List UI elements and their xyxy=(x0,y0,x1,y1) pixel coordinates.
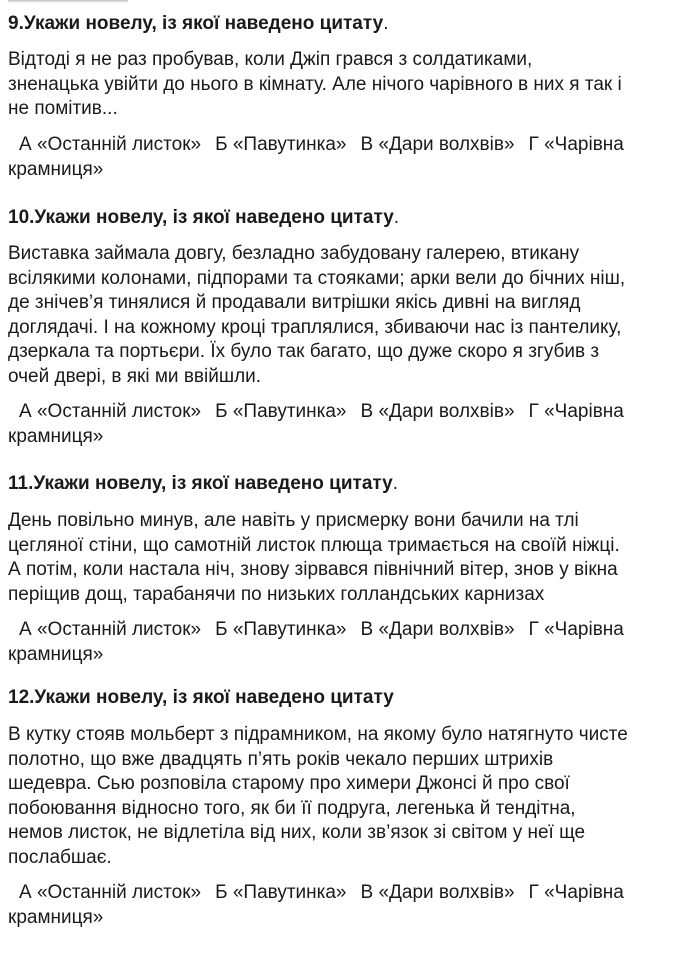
answer-options-row xyxy=(8,880,624,905)
question-block xyxy=(8,12,624,180)
answer-option-letter: А xyxy=(19,133,32,155)
answer-options xyxy=(8,399,624,449)
quote-line: очей двері, в які ми ввійшли. xyxy=(8,365,262,387)
quote-line: шедевра. Сью розповіла старому про химери Джонсі й про свої xyxy=(8,773,570,794)
answer-option-label: «Чарівна xyxy=(544,619,624,640)
answer-options-row xyxy=(8,617,624,642)
quote-line: послабшає. xyxy=(8,846,112,868)
answer-option-label: «Павутинка» xyxy=(232,401,347,422)
answer-option-letter: Б xyxy=(215,619,228,640)
answer-option[interactable] xyxy=(19,401,201,422)
answer-option-label: «Останній листок» xyxy=(36,619,202,640)
answer-option-label: «Дари волхвів» xyxy=(378,133,515,155)
quote-text xyxy=(8,509,620,607)
answer-option[interactable] xyxy=(215,401,346,422)
answer-option[interactable] xyxy=(215,619,346,640)
answer-option[interactable] xyxy=(529,401,624,422)
quote-line: Відтоді я не раз пробував, коли Джіп грався з солдатиками, xyxy=(8,49,533,70)
quote-line: Виставка займала довгу, безладно забудовану галерею, втикану xyxy=(8,243,580,264)
question-title-end: . xyxy=(383,13,389,34)
quote-line: День повільно минув, але навіть у присмерку вони бачили на тлі xyxy=(8,510,579,531)
answer-option-letter: А xyxy=(19,619,32,640)
answer-option-wrap: крамниця» xyxy=(8,158,104,180)
question-title-end: . xyxy=(392,473,399,494)
answer-option-letter: В xyxy=(360,882,374,903)
answer-option-letter: Г xyxy=(528,882,539,903)
question-title xyxy=(8,12,389,36)
question-title-text: 11.Укажи новелу, із якої наведено цитату xyxy=(8,473,393,494)
answer-option[interactable] xyxy=(19,134,201,155)
quote-text xyxy=(8,48,622,122)
answer-option-label: «Останній листок» xyxy=(36,882,202,903)
answer-option-label: «Павутинка» xyxy=(232,133,347,155)
answer-option-label: «Павутинка» xyxy=(232,619,347,640)
answer-option-label: «Дари волхвів» xyxy=(378,619,515,640)
answer-option-wrap: крамниця» xyxy=(8,644,104,665)
answer-option[interactable] xyxy=(215,882,346,903)
answer-option[interactable] xyxy=(361,882,515,903)
question-title xyxy=(8,472,398,496)
question-title-end: . xyxy=(393,207,400,228)
quote-line: не помітив... xyxy=(8,98,118,119)
top-edge-fragment xyxy=(8,0,128,3)
answer-option[interactable] xyxy=(361,619,515,640)
quote-line: доглядачі. І на кожному кроці траплялися, збиваючи нас із пантелику, xyxy=(8,316,622,338)
answer-option[interactable] xyxy=(215,134,346,155)
quote-line: побоювання відносно того, як би її подруга, легенька й тендітна, xyxy=(8,797,576,819)
answer-option[interactable] xyxy=(529,619,624,640)
quote-line: В кутку стояв мольберт з підрамником, на якому було натягнуто чисте xyxy=(8,724,628,745)
answer-option[interactable] xyxy=(19,882,201,903)
answer-option[interactable] xyxy=(361,401,515,422)
answer-option-letter: Б xyxy=(215,401,228,422)
quote-text xyxy=(8,242,625,389)
answer-option-letter: А xyxy=(19,882,32,903)
quote-text xyxy=(8,723,628,870)
question-title xyxy=(8,686,394,710)
quote-line: А потім, коли настала ніч, знову зірвався північний вітер, знов у вікна xyxy=(8,559,618,580)
answer-option-label: «Павутинка» xyxy=(232,882,347,903)
quote-line: де знічев’я тинялися й продавали витрішки якісь дивні на вигляд xyxy=(8,292,581,313)
answer-option-letter: Б xyxy=(215,882,228,903)
answer-option-label: «Останній листок» xyxy=(36,401,202,422)
question-title-text: 12.Укажи новелу, із якої наведено цитату xyxy=(8,687,394,708)
answer-option-letter: В xyxy=(360,401,374,422)
quote-line: дзеркала та портьєри. Їх було так багато, що дуже скоро я згубив з xyxy=(8,341,600,362)
answer-option-label: «Останній листок» xyxy=(36,133,202,155)
answer-option[interactable] xyxy=(529,134,624,155)
question-title-text: 10.Укажи новелу, із якої наведено цитату xyxy=(8,207,394,228)
question-title xyxy=(8,206,399,230)
answer-option[interactable] xyxy=(19,619,201,640)
answer-option-label: «Дари волхвів» xyxy=(378,401,515,422)
quote-line: періщив дощ, тарабанячи по низьких голландських карнизах xyxy=(8,583,545,605)
answer-option-wrap: крамниця» xyxy=(8,907,104,928)
answer-option[interactable] xyxy=(361,134,515,155)
answer-options xyxy=(8,132,624,182)
answer-option-wrap: крамниця» xyxy=(8,426,104,447)
question-block xyxy=(8,472,624,665)
quote-line: немов листок, не відлетіла від них, коли зв’язок зі світом у неї ще xyxy=(8,822,586,843)
answer-option-label: «Чарівна xyxy=(544,401,624,422)
question-block xyxy=(8,686,628,928)
quote-line: полотно, що вже двадцять п’ять років чекало перших штрихів xyxy=(8,748,554,770)
answer-option-letter: Б xyxy=(215,133,228,155)
answer-option[interactable] xyxy=(529,882,624,903)
answer-options-row xyxy=(8,399,624,424)
answer-option-letter: В xyxy=(360,619,374,640)
answer-option-letter: А xyxy=(19,401,32,422)
answer-option-letter: Г xyxy=(528,401,539,422)
answer-option-letter: Г xyxy=(528,133,539,155)
question-title-text: 9.Укажи новелу, із якої наведено цитату xyxy=(8,13,384,34)
answer-options-row xyxy=(8,132,624,157)
answer-option-label: «Чарівна xyxy=(544,882,624,903)
quote-line: всілякими колонами, підпорами та стояками; арки вели до бічних ніш, xyxy=(8,267,626,289)
quote-line: цегляної стіни, що самотній листок плюща тримається на своїй ніжці. xyxy=(8,534,620,556)
quote-line: зненацька увійти до нього в кімнату. Але нічого чарівного в них я так і xyxy=(8,73,622,95)
answer-option-letter: В xyxy=(360,133,374,155)
answer-options xyxy=(8,617,624,667)
answer-option-label: «Дари волхвів» xyxy=(378,882,515,903)
answer-option-letter: Г xyxy=(528,619,539,640)
question-block xyxy=(8,206,626,447)
answer-option-label: «Чарівна xyxy=(544,133,624,155)
answer-options xyxy=(8,880,624,930)
